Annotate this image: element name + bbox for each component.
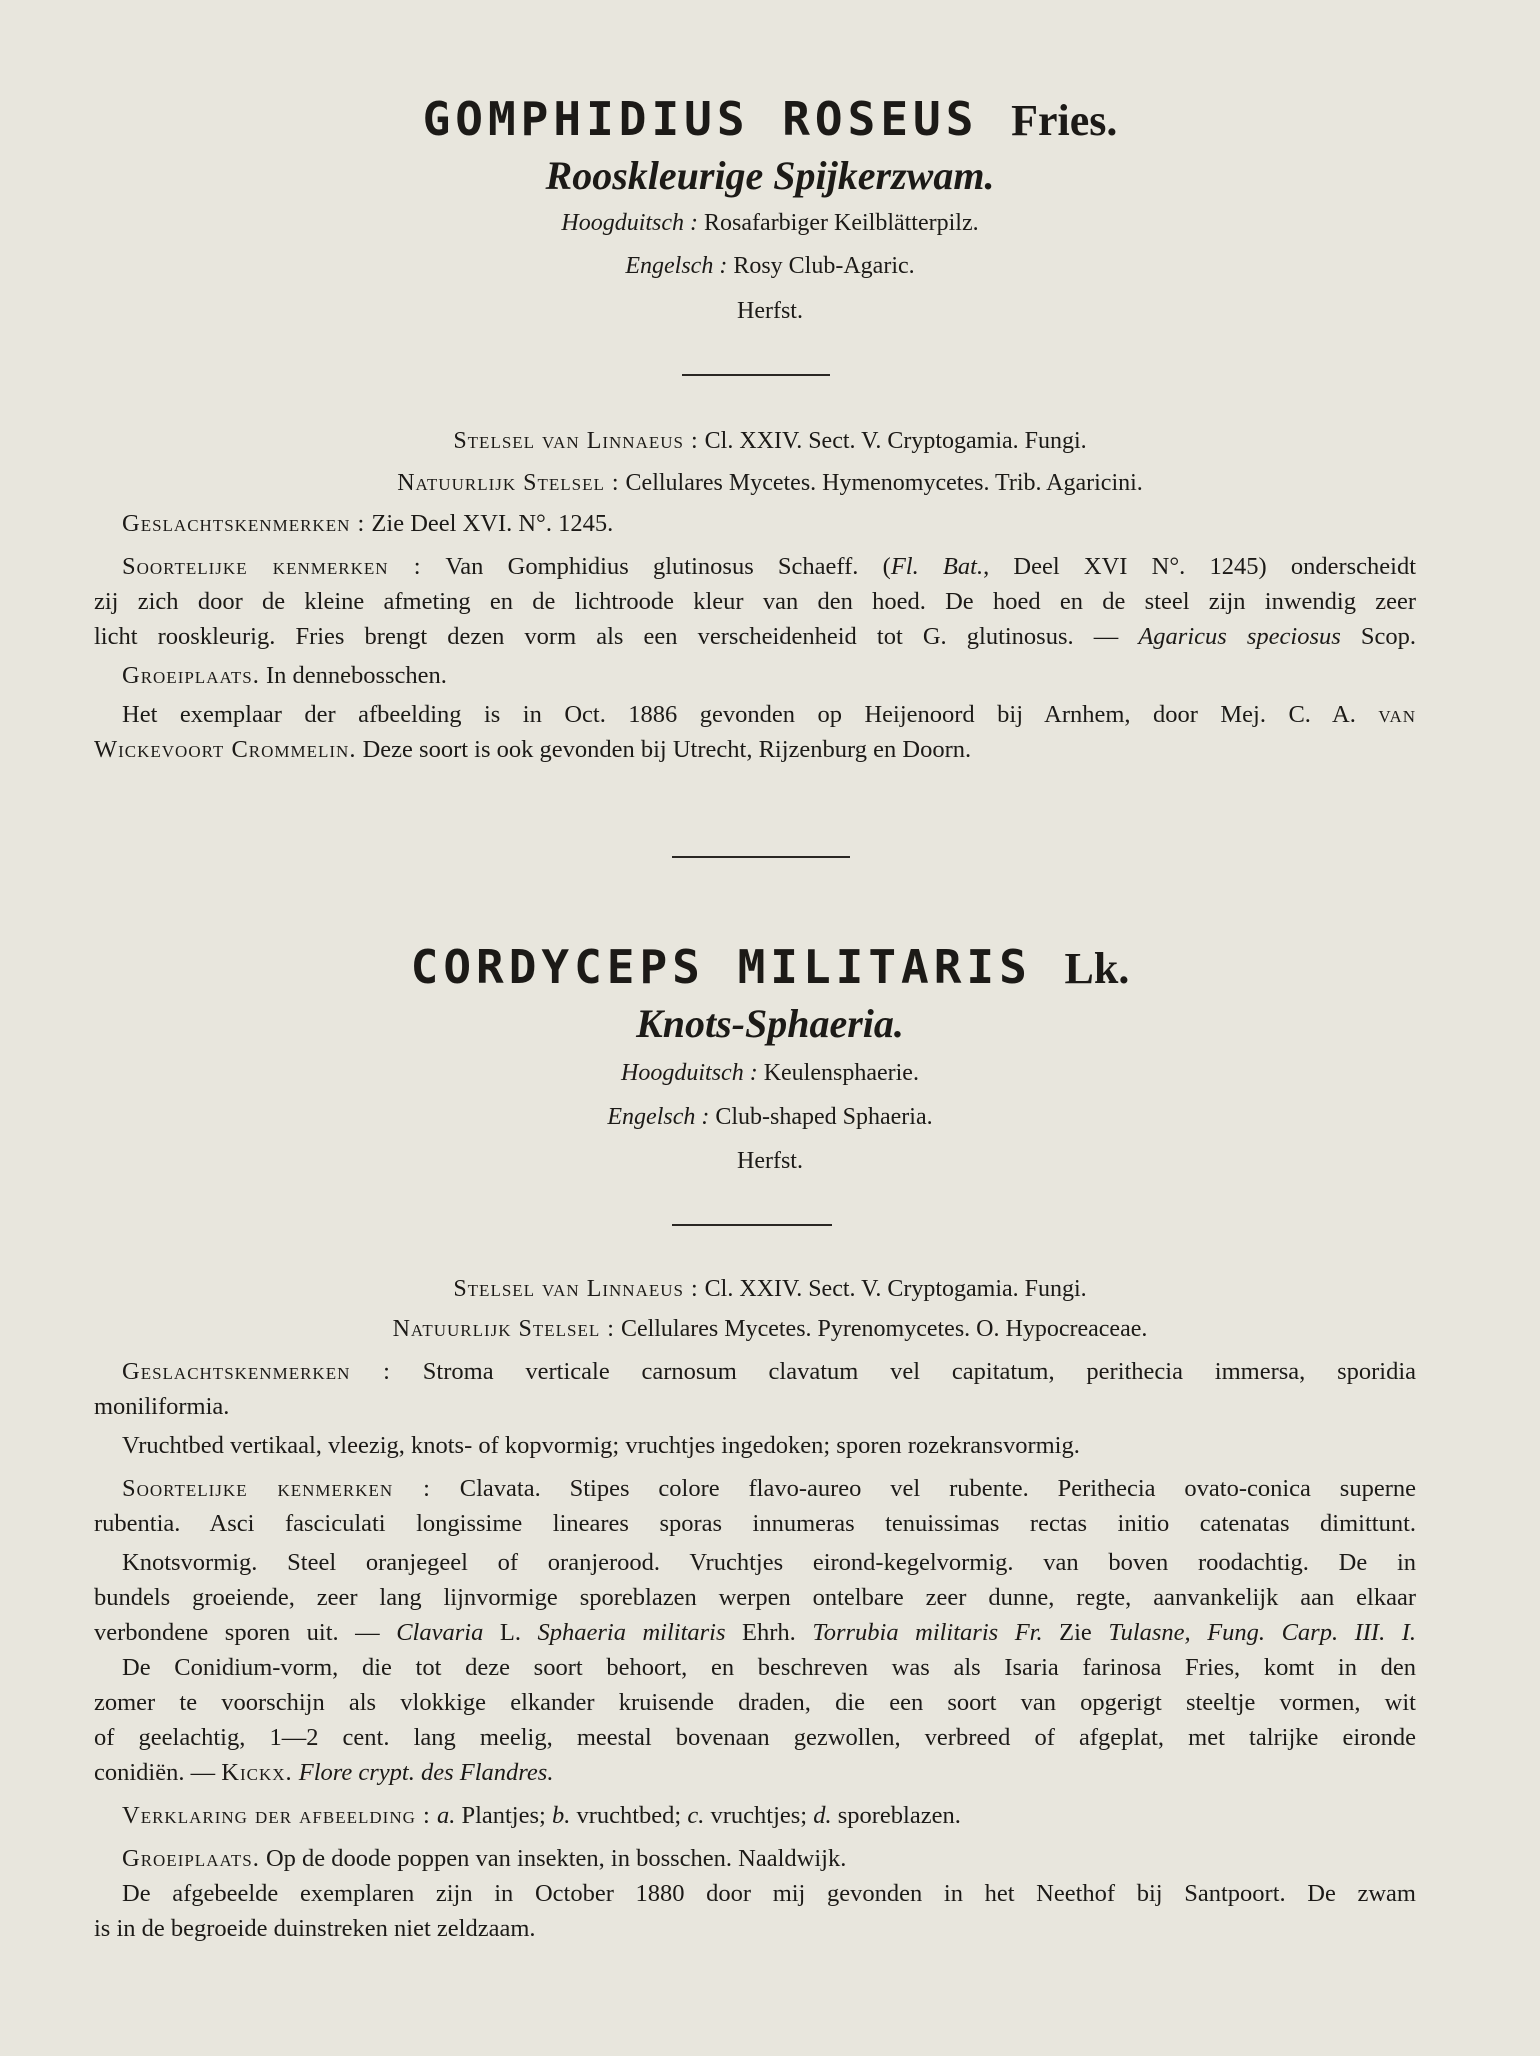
entry2-title-author: Lk. (1064, 944, 1130, 993)
entry2-divider (672, 1224, 832, 1226)
entry1-species-l1b: Fl. Bat. (890, 553, 984, 580)
entry1-german (0, 210, 1540, 237)
entry1-species-l3b: Agaricus speciosus (1138, 623, 1341, 650)
entry1-species-l1a: Van Gomphidius glutinosus Schaeff. ( (445, 553, 891, 580)
entry1-natural-text: Cellulares Mycetes. Hymenomycetes. Trib. Agaricini. (625, 470, 1143, 496)
entry1-english-name: Rosy Club-Agaric. (733, 253, 915, 279)
entry1-genus-label: Geslachtskenmerken : (122, 510, 366, 537)
entry1-english-label: Engelsch : (625, 253, 728, 279)
entry2-expl-h: sporeblazen. (831, 1802, 961, 1829)
entry1-species-line2: zij zich door de kleine afmeting en de lichtroode kleur van den hoed. De hoed en de steel zijn inwendig zeer (94, 588, 1416, 615)
entry2-german-label: Hoogduitsch : (621, 1060, 758, 1086)
entry2-habitat-text: Op de doode poppen van insekten, in bosschen. Naaldwijk. (265, 1845, 847, 1872)
entry2-conid-l4d: Flore crypt. des Flandres. (298, 1759, 554, 1786)
entry2-expl-c: b. (551, 1802, 571, 1829)
entry2-expl-label: Verklaring der afbeelding : (122, 1802, 431, 1829)
entry2-found-line1: De afgebeelde exemplaren zijn in October 1880 door mij gevonden in het Neethof bij Santpoort. De zwam (122, 1880, 1416, 1907)
entry2-expl-e: c. (687, 1802, 705, 1829)
entry2-expl-a: a. (436, 1802, 456, 1829)
entry2-habitat-label: Groeiplaats. (122, 1845, 260, 1872)
entry2-linnaeus-label: Stelsel van Linnaeus : (453, 1276, 699, 1302)
entry2-species-line5 (94, 1615, 1416, 1650)
entry1-title (0, 92, 1540, 146)
entry1-found-l1b: van (1378, 701, 1416, 728)
entry1-found-line2 (94, 732, 1416, 767)
entry1-english (0, 253, 1540, 280)
entry2-species-l5e: Ehrh. (725, 1619, 813, 1646)
entry2-genus-l1: Stroma verticale carnosum clavatum vel capitatum, perithecia immersa, sporidia (422, 1358, 1417, 1385)
entry2-genus-line3: Vruchtbed vertikaal, vleezig, knots- of kopvormig; vruchtjes ingedoken; sporen rozekransvormig. (122, 1432, 1080, 1459)
entry2-german-name: Keulensphaerie. (763, 1060, 919, 1086)
entry1-habitat-label: Groeiplaats. (122, 662, 260, 689)
entry2-species-line1 (94, 1471, 1416, 1506)
entry2-title (0, 940, 1540, 994)
entry2-species-l5f: Torrubia militaris Fr. (812, 1619, 1043, 1646)
entry2-explanation (94, 1798, 1416, 1833)
entry2-conid-line2: zomer te voorschijn als vlokkige elkander kruisende draden, die een soort van opgerigt steeltje vormen, wit (94, 1689, 1416, 1716)
entry2-english (0, 1104, 1540, 1131)
entry2-genus-label: Geslachtskenmerken : (122, 1358, 391, 1385)
entry2-species-l5h: Tulasne, Fung. Carp. III. I. (1108, 1619, 1417, 1646)
entry2-expl-g: d. (813, 1802, 832, 1829)
entry1-linnaeus-text: Cl. XXIV. Sect. V. Cryptogamia. Fungi. (704, 428, 1087, 454)
entry2-genus-line2: moniliformia. (94, 1393, 230, 1420)
entry2-species-l5d: Sphaeria militaris (537, 1619, 726, 1646)
entry2-expl-f: vruchtjes; (704, 1802, 814, 1829)
entry1-title-author: Fries. (1011, 96, 1118, 145)
entry2-conid-l4a: conidiën. — (94, 1759, 222, 1786)
entry1-season: Herfst. (737, 298, 803, 324)
entry2-species-label: Soortelijke kenmerken : (122, 1475, 431, 1502)
entry2-species-line2: rubentia. Asci fasciculati longissime lineares sporas innumeras tenuissimas rectas initio catenatas dimittunt. (94, 1510, 1416, 1537)
entry2-species-l5g: Zie (1042, 1619, 1109, 1646)
section-divider (672, 856, 850, 858)
entry1-habitat (94, 658, 1416, 693)
entry2-natural (0, 1316, 1540, 1343)
entry2-species-line3: Knotsvormig. Steel oranjegeel of oranjerood. Vruchtjes eirond-kegelvormig. van boven roodachtig. De in (122, 1549, 1416, 1576)
entry1-natural-label: Natuurlijk Stelsel : (397, 470, 620, 496)
entry1-species-line1 (94, 549, 1416, 584)
entry1-natural (0, 470, 1540, 497)
entry2-linnaeus-text: Cl. XXIV. Sect. V. Cryptogamia. Fungi. (704, 1276, 1087, 1302)
entry2-found-line2: is in de begroeide duinstreken niet zeldzaam. (94, 1915, 536, 1942)
entry2-conid-line4 (94, 1755, 1416, 1790)
entry2-species-l5a: verbondene sporen uit. — (94, 1619, 397, 1646)
entry2-expl-d: vruchtbed; (570, 1802, 688, 1829)
entry1-linnaeus (0, 428, 1540, 455)
entry2-species-l5b: Clavaria (396, 1619, 484, 1646)
entry2-genus-line1 (94, 1354, 1416, 1389)
entry2-species-l5c: L. (483, 1619, 538, 1646)
entry2-english-label: Engelsch : (607, 1104, 710, 1130)
entry2-body (94, 1354, 1416, 1946)
entry2-expl-b: Plantjes; (455, 1802, 552, 1829)
entry1-species-line3 (94, 619, 1416, 654)
entry1-linnaeus-label: Stelsel van Linnaeus : (453, 428, 699, 454)
entry2-dutch-name: Knots-Sphaeria. (636, 1001, 904, 1046)
entry2-natural-text: Cellulares Mycetes. Pyrenomycetes. O. Hypocreaceae. (620, 1316, 1148, 1342)
entry2-season: Herfst. (737, 1148, 803, 1174)
entry1-found-l2a: Wickevoort Crommelin. (94, 736, 357, 763)
entry1-body (94, 506, 1416, 767)
entry1-divider (682, 374, 830, 376)
entry2-linnaeus (0, 1276, 1540, 1303)
entry1-german-name: Rosafarbiger Keilblätterpilz. (704, 210, 979, 236)
entry2-species-l1: Clavata. Stipes colore flavo-aureo vel rubente. Perithecia ovato-conica superne (459, 1475, 1417, 1502)
entry2-conid-line3: of geelachtig, 1—2 cent. lang meelig, meestal bovenaan gezwollen, verbreed of afgeplat, met talrijke eironde (94, 1724, 1416, 1751)
entry2-natural-label: Natuurlijk Stelsel : (392, 1316, 615, 1342)
entry1-habitat-text: In dennebosschen. (265, 662, 447, 689)
entry2-english-name: Club-shaped Sphaeria. (715, 1104, 933, 1130)
entry1-german-label: Hoogduitsch : (561, 210, 699, 236)
entry1-species-label: Soortelijke kenmerken : (122, 553, 422, 580)
entry1-dutch-name: Rooskleurige Spijkerzwam. (545, 153, 995, 198)
entry1-genus-text: Zie Deel XVI. N°. 1245. (371, 510, 614, 537)
entry1-genus (94, 506, 1416, 541)
entry1-species-l3c: Scop. (1340, 623, 1416, 650)
entry1-found-l2b: Deze soort is ook gevonden bij Utrecht, Rijzenburg en Doorn. (356, 736, 972, 763)
entry2-conid-line1: De Conidium-vorm, die tot deze soort behoort, en beschreven was als Isaria farinosa Fries, komt in den (122, 1654, 1416, 1681)
entry2-conid-l4b: Kickx. (221, 1759, 293, 1786)
entry1-title-name: GOMPHIDIUS ROSEUS (422, 92, 979, 146)
entry1-species-l1c: , Deel XVI N°. 1245) onderscheidt (983, 553, 1417, 580)
entry2-species-line4: bundels groeiende, zeer lang lijnvormige sporeblazen werpen ontelbare zeer dunne, regte, aanvankelijk aan elkaar (94, 1584, 1416, 1611)
entry1-species-l3a: licht rooskleurig. Fries brengt dezen vorm als een verscheidenheid tot G. glutinosus. — (94, 623, 1139, 650)
entry1-found-l1a: Het exemplaar der afbeelding is in Oct. 1886 gevonden op Heijenoord bij Arnhem, door Mej. C. A. (122, 701, 1379, 728)
entry2-habitat (94, 1841, 1416, 1876)
entry2-title-name: CORDYCEPS MILITARIS (410, 940, 1032, 994)
entry1-found-line1 (94, 697, 1416, 732)
entry2-german (0, 1060, 1540, 1087)
